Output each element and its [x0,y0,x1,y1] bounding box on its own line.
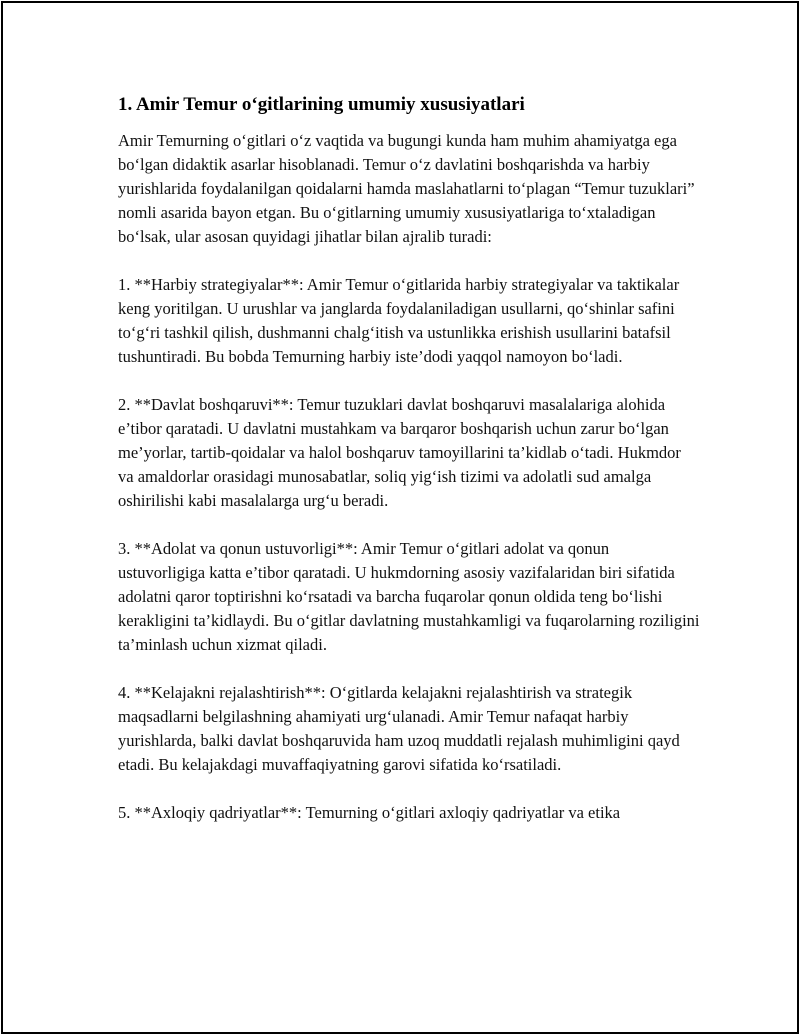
section-heading: 1. Amir Temur o‘gitlarining umumiy xususiyatlari [118,94,525,115]
paragraph-military-strategies: 1. **Harbiy strategiyalar**: Amir Temur o‘gitlarida harbiy strategiyalar va taktikalar keng yoritilgan. U urushlar va janglarda foydalaniladigan usullarni, qo‘shinlar safini to‘g‘ri tashkil qilish, dushmanni chalg‘itish va ustunlikka erishish usullarini batafsil tushuntiradi. Bu bobda Temurning harbiy iste’dodi yaqqol namoyon bo‘ladi. [118,275,680,366]
paragraph-future-planning: 4. **Kelajakni rejalashtirish**: O‘gitlarda kelajakni rejalashtirish va strategik maqsadlarni belgilashning ahamiyati urg‘ulanadi. Amir Temur nafaqat harbiy yurishlarda, balki davlat boshqaruvida ham uzoq muddatli rejalash muhimligini qayd etadi. Bu kelajakdagi muvaffaqiyatning garovi sifatida ko‘rsatiladi. [118,683,680,774]
intro-paragraph: Amir Temurning o‘gitlari o‘z vaqtida va bugungi kunda ham muhim ahamiyatga ega bo‘lgan didaktik asarlar hisoblanadi. Temur o‘z davlatini boshqarishda va harbiy yurishlarida foydalanilgan qoidalarni hamda maslahatlarni to‘plagan “Temur tuzuklari” nomli asarida bayon etgan. Bu o‘gitlarning umumiy xususiyatlariga to‘xtaladigan bo‘lsak, ular asosan quyidagi jihatlar bilan ajralib turadi: [118,131,695,246]
paragraph-justice-law: 3. **Adolat va qonun ustuvorligi**: Amir Temur o‘gitlari adolat va qonun ustuvorligiga katta e’tibor qaratadi. U hukmdorning asosiy vazifalaridan biri sifatida adolatni qaror toptirishni ko‘rsatadi va barcha fuqarolar qonun oldida teng bo‘lishi kerakligini ta’kidlaydi. Bu o‘gitlar davlatning mustahkamligi va fuqarolarning roziligini ta’minlash uchun xizmat qiladi. [118,539,700,654]
paragraph-moral-values: 5. **Axloqiy qadriyatlar**: Temurning o‘gitlari axloqiy qadriyatlar va etika [118,803,621,822]
paragraph-state-governance: 2. **Davlat boshqaruvi**: Temur tuzuklari davlat boshqaruvi masalalariga alohida e’tibor qaratadi. U davlatni mustahkam va barqaror boshqarish uchun zarur bo‘lgan me’yorlar, tartib-qoidalar va halol boshqaruv tamoyillarini ta’kidlab o‘tadi. Hukmdor va amaldorlar orasidagi munosabatlar, soliq yig‘ish tizimi va adolatli sud amalga oshirilishi kabi masalalarga urg‘u beradi. [118,395,681,510]
document-body [118,93,700,825]
